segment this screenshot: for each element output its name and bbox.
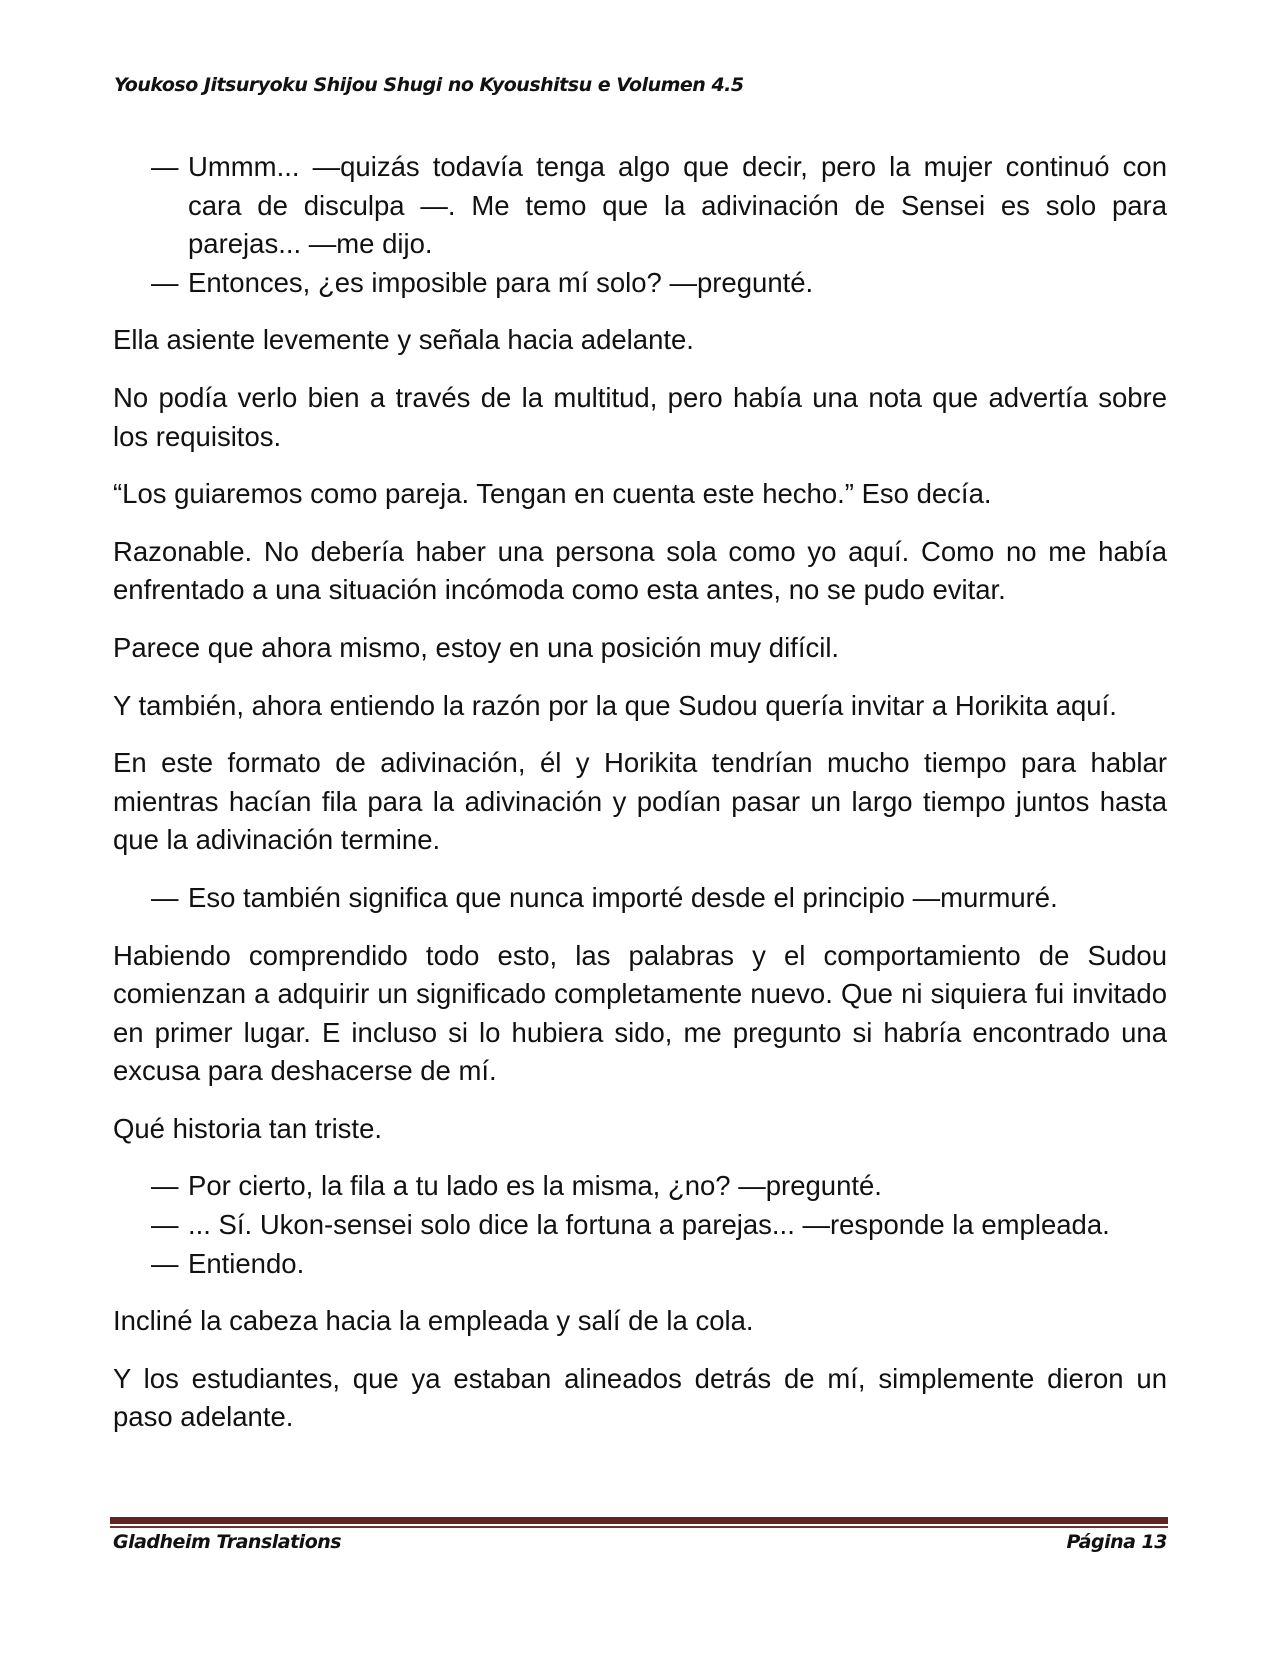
dialogue-line: — Eso también significa que nunca importé desde el principio —murmuré.: [113, 879, 1167, 918]
footer-rule: [110, 1517, 1168, 1524]
footer-rule-thin: [110, 1526, 1168, 1528]
dialogue-dash: —: [151, 1247, 179, 1279]
paragraph: Habiendo comprendido todo esto, las palabras y el comportamiento de Sudou comienzan a adquirir un significado completamente nuevo. Que ni siquiera fui invitado en primer lugar. E incluso si lo hubiera sido, me pregunto si habría encontrado una excusa para deshacerse de mí.: [113, 939, 1167, 1087]
paragraph: En este formato de adivinación, él y Horikita tendrían mucho tiempo para hablar mientras hacían fila para la adivinación y podían pasar un largo tiempo juntos hasta que la adivinación termine.: [113, 747, 1167, 856]
dialogue-line: — Por cierto, la fila a tu lado es la misma, ¿no? —pregunté.: [113, 1167, 1167, 1206]
paragraph: Y también, ahora entiendo la razón por la que Sudou quería invitar a Horikita aquí.: [113, 689, 1117, 721]
paragraph: Ella asiente levemente y señala hacia adelante.: [113, 324, 694, 356]
page-body: [113, 148, 1167, 1456]
paragraph: Razonable. No debería haber una persona sola como yo aquí. Como no me había enfrentado a una situación incómoda como esta antes, no se pudo evitar.: [113, 535, 1167, 606]
page-number: Página 13: [1066, 1531, 1167, 1553]
dialogue-dash: —: [151, 151, 179, 182]
paragraph: “Los guiaremos como pareja. Tengan en cuenta este hecho.” Eso decía.: [113, 478, 992, 510]
footer-publisher: Gladheim Translations: [113, 1531, 342, 1553]
paragraph: Parece que ahora mismo, estoy en una posición muy difícil.: [113, 631, 840, 663]
dialogue-line: — Entiendo.: [113, 1245, 1167, 1284]
dialogue-dash: —: [151, 1209, 179, 1241]
paragraph: Y los estudiantes, que ya estaban alineados detrás de mí, simplemente dieron un paso adelante.: [113, 1362, 1167, 1433]
dialogue-line: — ... Sí. Ukon-sensei solo dice la fortuna a parejas... —responde la empleada.: [113, 1206, 1167, 1245]
dialogue-line: — Ummm... —quizás todavía tenga algo que decir, pero la mujer continuó con cara de disculpa —. Me temo que la adivinación de Sensei es solo para parejas... —me dijo.: [113, 148, 1167, 264]
paragraph: Qué historia tan triste.: [113, 1112, 383, 1144]
dialogue-dash: —: [151, 266, 179, 298]
dialogue-dash: —: [151, 881, 179, 913]
paragraph: Incliné la cabeza hacia la empleada y salí de la cola.: [113, 1305, 754, 1337]
dialogue-dash: —: [151, 1170, 179, 1202]
dialogue-line: — Entonces, ¿es imposible para mí solo? —pregunté.: [113, 264, 1167, 303]
running-header: Youkoso Jitsuryoku Shijou Shugi no Kyoushitsu e Volumen 4.5: [114, 74, 744, 96]
paragraph: No podía verlo bien a través de la multitud, pero había una nota que advertía sobre los requisitos.: [113, 381, 1167, 452]
